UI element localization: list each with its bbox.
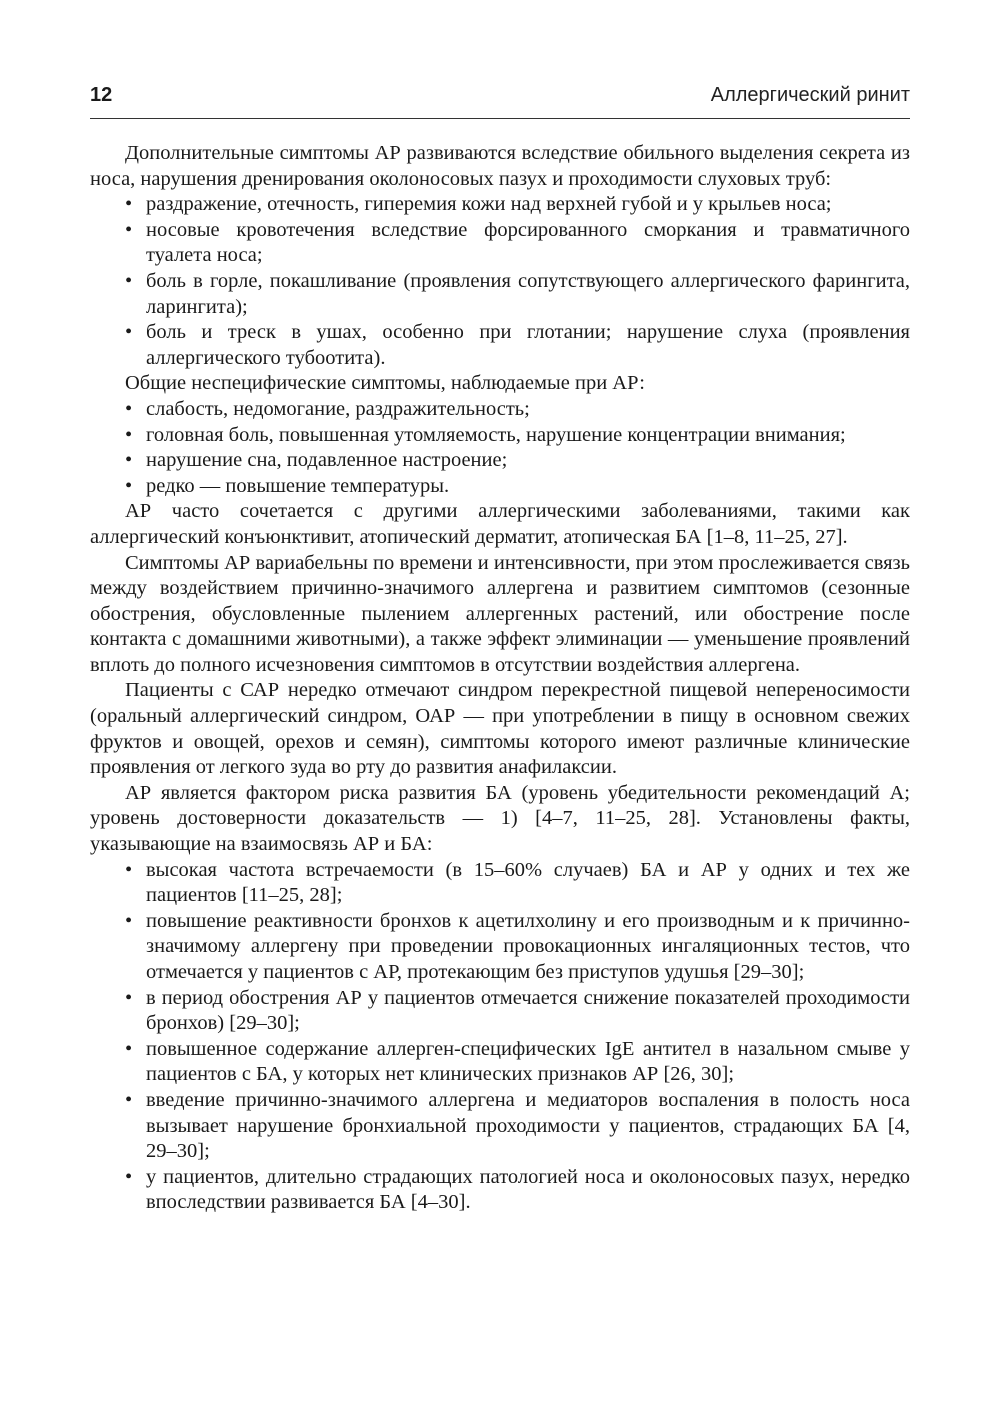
list-item: • нарушение сна, подавленное настроение; (90, 448, 910, 474)
list-item: • носовые кровотечения вследствие форсированного сморкания и травматичного туалета носа; (90, 218, 910, 269)
paragraph-oral-allergy: Пациенты с САР нередко отмечают синдром перекрестной пищевой непереносимости (оральный аллергический синдром, ОАР — при употреблении в пищу в основном свежих фруктов и овощей, орехов и семян), симптомы которого имеют различные клинические проявления от легкого зуда во рту до развития анафилаксии. (90, 679, 910, 779)
list-item: • головная боль, повышенная утомляемость, нарушение концентрации внимания; (90, 423, 910, 449)
list-ar-asthma-facts (90, 858, 910, 1216)
running-title: Аллергический ринит (710, 84, 910, 106)
list-item: • раздражение, отечность, гиперемия кожи над верхней губой и у крыльев носа; (90, 192, 910, 218)
list-item: • слабость, недомогание, раздражительность; (90, 397, 910, 423)
paragraph-additional-symptoms: Дополнительные симптомы АР развиваются вследствие обильного выделения секрета из носа, нарушения дренирования околоносовых пазух и проходимости слуховых труб: (90, 142, 910, 190)
page-header (90, 82, 910, 119)
list-item: • в период обострения АР у пациентов отмечается снижение показателей проходимости бронхов) [29–30]; (90, 986, 910, 1037)
list-item: • высокая частота встречаемости (в 15–60% случаев) БА и АР у одних и тех же пациентов [11–25, 28]; (90, 858, 910, 909)
paragraph-asthma-risk: АР является фактором риска развития БА (уровень убедительности рекомендаций А; уровень достоверности доказательств — 1) [4–7, 11–25, 28]. Установлены факты, указывающие на взаимосвязь АР и БА: (90, 781, 910, 856)
list-item: • введение причинно-значимого аллергена и медиаторов воспаления в полость носа вызывает нарушение бронхиальной проходимости у пациентов, страдающих БА [4, 29–30]; (90, 1088, 910, 1165)
list-additional-symptoms (90, 192, 910, 371)
paragraph-comorbidities: АР часто сочетается с другими аллергическими заболеваниями, такими как аллергический конъюнктивит, атопический дерматит, атопическая БА [1–8, 11–25, 27]. (90, 500, 910, 548)
list-item: • боль в горле, покашливание (проявления сопутствующего аллергического фарингита, ларингита); (90, 269, 910, 320)
page-body (90, 141, 910, 1216)
list-item: • повышенное содержание аллерген-специфических IgE антител в назальном смыве у пациентов с БА, у которых нет клинических признаков АР [26, 30]; (90, 1037, 910, 1088)
paragraph-general-symptoms: Общие неспецифические симптомы, наблюдаемые при АР: (125, 372, 645, 395)
page-number: 12 (90, 84, 113, 106)
paragraph-variability: Симптомы АР вариабельны по времени и интенсивности, при этом прослеживается связь между воздействием причинно-значимого аллергена и развитием симптомов (сезонные обострения, обусловленные пылением аллергенных растений, или обострение после контакта с домашними животными), а также эффект элиминации — уменьшение проявлений вплоть до полного исчезновения симптомов в отсутствии воздействия аллергена. (90, 551, 910, 676)
list-general-symptoms (90, 397, 910, 499)
list-item: • повышение реактивности бронхов к ацетилхолину и его производным и к причинно-значимому аллергену при проведении провокационных ингаляционных тестов, что отмечается у пациентов с АР, протекающим без приступов удушья [29–30]; (90, 909, 910, 986)
list-item: • у пациентов, длительно страдающих патологией носа и околоносовых пазух, нередко впоследствии развивается БА [4–30]. (90, 1165, 910, 1216)
list-item: • боль и треск в ушах, особенно при глотании; нарушение слуха (проявления аллергического тубоотита). (90, 320, 910, 371)
list-item: • редко — повышение температуры. (90, 474, 910, 500)
